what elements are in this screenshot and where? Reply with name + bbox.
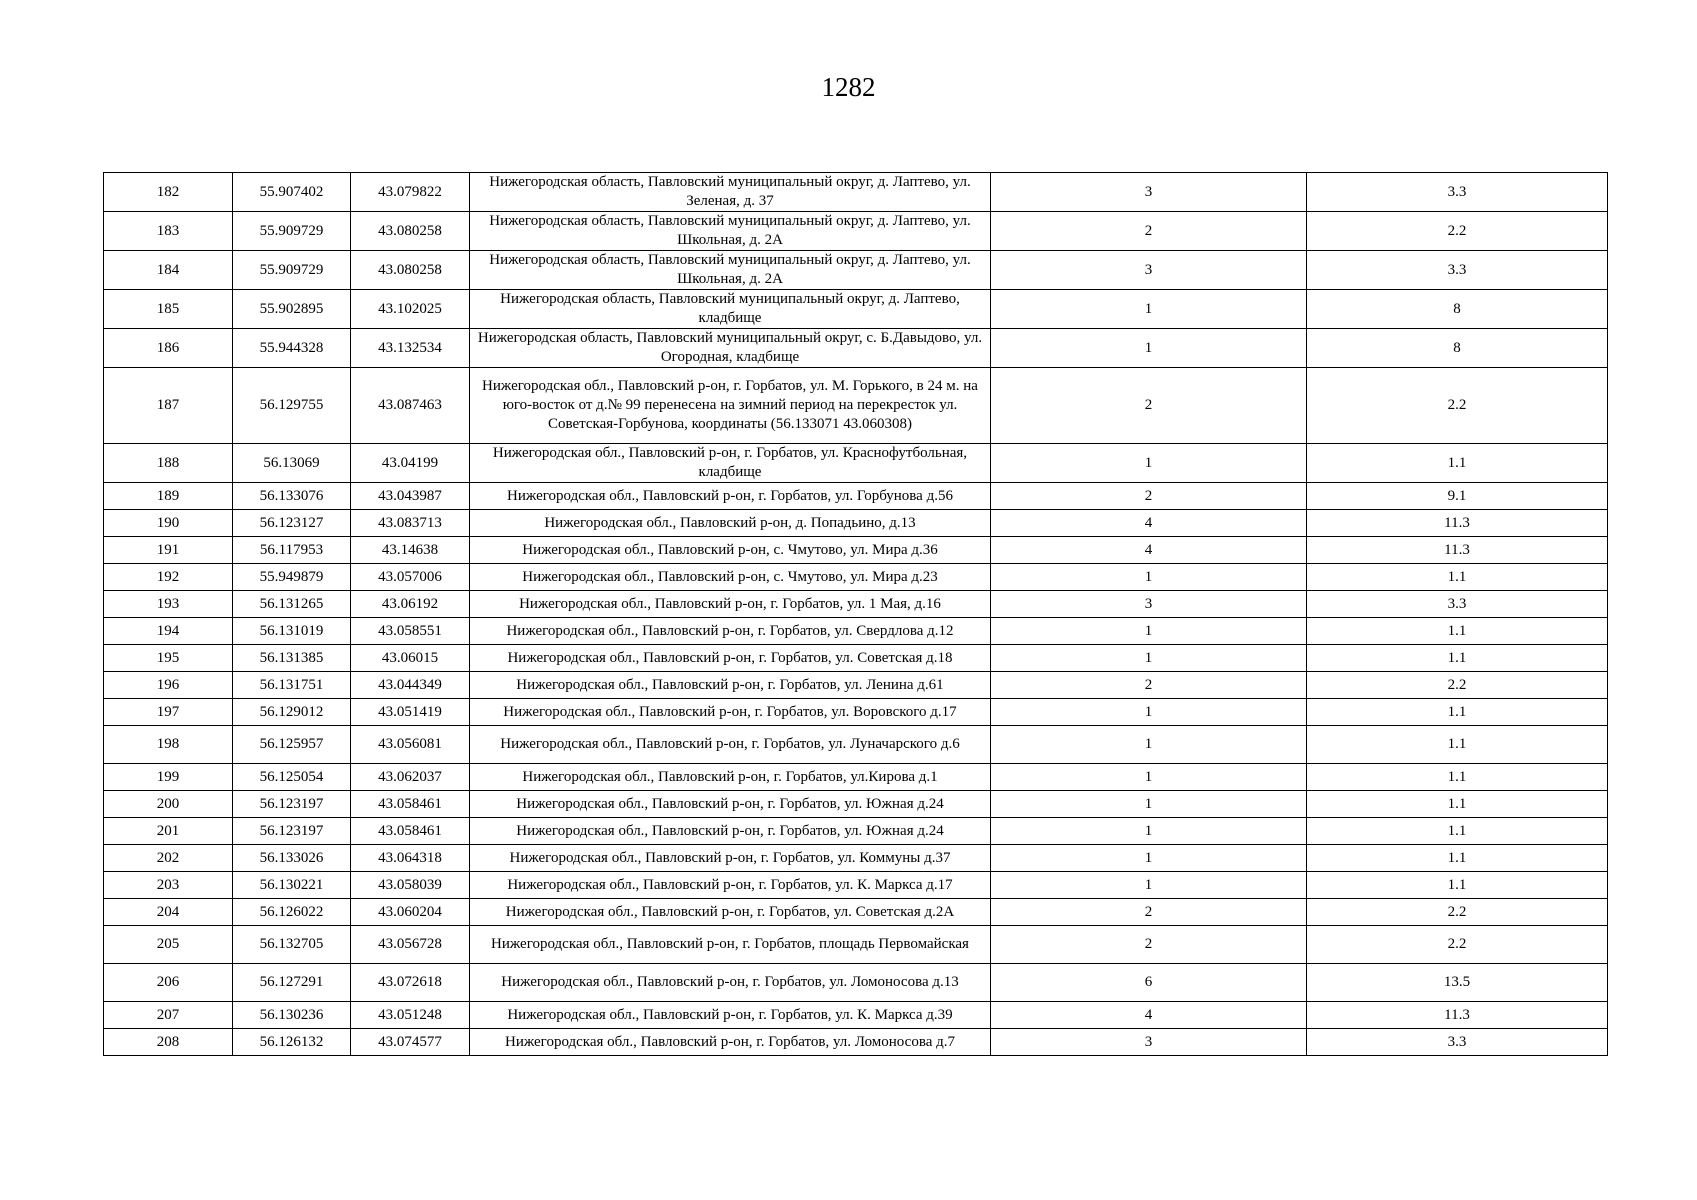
cell-volume: 1.1 [1307,699,1608,726]
table-row [104,537,1608,564]
cell-volume: 3.3 [1307,173,1608,212]
cell-address: Нижегородская обл., Павловский р-он, г. Горбатов, ул. Коммуны д.37 [470,845,991,872]
cell-latitude: 56.117953 [233,537,351,564]
cell-longitude: 43.080258 [351,212,470,251]
cell-volume: 8 [1307,329,1608,368]
cell-address: Нижегородская область, Павловский муниципальный округ, с. Б.Давыдово, ул. Огородная, кладбище [470,329,991,368]
cell-longitude: 43.14638 [351,537,470,564]
cell-row-number: 198 [104,726,233,764]
table-row [104,290,1608,329]
cell-latitude: 56.131019 [233,618,351,645]
cell-container-count: 1 [991,726,1307,764]
cell-longitude: 43.060204 [351,899,470,926]
cell-address: Нижегородская обл., Павловский р-он, г. Горбатов, ул. Ленина д.61 [470,672,991,699]
table-row [104,645,1608,672]
cell-container-count: 1 [991,791,1307,818]
cell-address: Нижегородская обл., Павловский р-он, г. Горбатов, ул. К. Маркса д.17 [470,872,991,899]
cell-row-number: 192 [104,564,233,591]
cell-longitude: 43.072618 [351,964,470,1002]
cell-container-count: 4 [991,537,1307,564]
cell-container-count: 1 [991,564,1307,591]
table-row [104,564,1608,591]
cell-row-number: 200 [104,791,233,818]
cell-container-count: 2 [991,483,1307,510]
cell-latitude: 55.944328 [233,329,351,368]
cell-longitude: 43.083713 [351,510,470,537]
cell-container-count: 1 [991,618,1307,645]
cell-address: Нижегородская обл., Павловский р-он, г. Горбатов, ул. К. Маркса д.39 [470,1002,991,1029]
cell-row-number: 190 [104,510,233,537]
cell-container-count: 2 [991,212,1307,251]
cell-address: Нижегородская область, Павловский муниципальный округ, д. Лаптево, ул. Школьная, д. 2А [470,251,991,290]
cell-row-number: 199 [104,764,233,791]
cell-latitude: 56.127291 [233,964,351,1002]
cell-longitude: 43.064318 [351,845,470,872]
cell-address: Нижегородская обл., Павловский р-он, г. Горбатов, ул. М. Горького, в 24 м. на юго-восток от д.№ 99 перенесена на зимний период на перекресток ул. Советская-Горбунова, координаты (56.133071 43.060308) [470,368,991,444]
cell-volume: 1.1 [1307,791,1608,818]
table-row [104,726,1608,764]
cell-longitude: 43.079822 [351,173,470,212]
cell-volume: 3.3 [1307,251,1608,290]
cell-latitude: 56.129012 [233,699,351,726]
cell-volume: 2.2 [1307,368,1608,444]
cell-row-number: 183 [104,212,233,251]
cell-latitude: 55.909729 [233,212,351,251]
cell-volume: 1.1 [1307,845,1608,872]
cell-row-number: 196 [104,672,233,699]
table-row [104,444,1608,483]
cell-address: Нижегородская обл., Павловский р-он, г. Горбатов, ул.Кирова д.1 [470,764,991,791]
cell-latitude: 56.123197 [233,791,351,818]
cell-row-number: 197 [104,699,233,726]
cell-container-count: 3 [991,251,1307,290]
cell-longitude: 43.080258 [351,251,470,290]
cell-address: Нижегородская обл., Павловский р-он, г. Горбатов, площадь Первомайская [470,926,991,964]
cell-address: Нижегородская обл., Павловский р-он, г. Горбатов, ул. Советская д.2А [470,899,991,926]
cell-row-number: 206 [104,964,233,1002]
cell-latitude: 56.123127 [233,510,351,537]
cell-row-number: 184 [104,251,233,290]
container-sites-table [103,172,1608,1056]
cell-container-count: 1 [991,764,1307,791]
cell-latitude: 56.123197 [233,818,351,845]
cell-longitude: 43.06192 [351,591,470,618]
cell-container-count: 2 [991,368,1307,444]
cell-longitude: 43.058039 [351,872,470,899]
table-row [104,964,1608,1002]
cell-longitude: 43.056081 [351,726,470,764]
cell-volume: 11.3 [1307,510,1608,537]
table-row [104,329,1608,368]
cell-container-count: 1 [991,845,1307,872]
cell-container-count: 1 [991,818,1307,845]
cell-volume: 1.1 [1307,564,1608,591]
cell-latitude: 55.907402 [233,173,351,212]
cell-address: Нижегородская обл., Павловский р-он, г. Горбатов, ул. Ломоносова д.13 [470,964,991,1002]
cell-address: Нижегородская область, Павловский муниципальный округ, д. Лаптево, ул. Школьная, д. 2А [470,212,991,251]
cell-volume: 1.1 [1307,764,1608,791]
cell-longitude: 43.058551 [351,618,470,645]
table-row [104,591,1608,618]
cell-longitude: 43.058461 [351,818,470,845]
table-row [104,764,1608,791]
table-row [104,251,1608,290]
cell-volume: 8 [1307,290,1608,329]
cell-longitude: 43.132534 [351,329,470,368]
cell-volume: 11.3 [1307,537,1608,564]
cell-volume: 2.2 [1307,212,1608,251]
cell-longitude: 43.051419 [351,699,470,726]
cell-latitude: 56.131751 [233,672,351,699]
cell-container-count: 1 [991,872,1307,899]
cell-volume: 1.1 [1307,818,1608,845]
table-row [104,510,1608,537]
cell-latitude: 56.13069 [233,444,351,483]
table-row [104,618,1608,645]
cell-volume: 1.1 [1307,618,1608,645]
cell-container-count: 1 [991,329,1307,368]
cell-container-count: 6 [991,964,1307,1002]
cell-volume: 1.1 [1307,645,1608,672]
cell-longitude: 43.074577 [351,1029,470,1056]
cell-latitude: 56.129755 [233,368,351,444]
cell-longitude: 43.043987 [351,483,470,510]
cell-longitude: 43.087463 [351,368,470,444]
cell-address: Нижегородская обл., Павловский р-он, г. Горбатов, ул. 1 Мая, д.16 [470,591,991,618]
cell-container-count: 1 [991,699,1307,726]
cell-latitude: 56.126022 [233,899,351,926]
table-row [104,791,1608,818]
table-row [104,845,1608,872]
table-row [104,926,1608,964]
cell-row-number: 182 [104,173,233,212]
cell-address: Нижегородская обл., Павловский р-он, г. Горбатов, ул. Южная д.24 [470,818,991,845]
cell-container-count: 2 [991,926,1307,964]
cell-row-number: 194 [104,618,233,645]
cell-address: Нижегородская обл., Павловский р-он, г. Горбатов, ул. Советская д.18 [470,645,991,672]
cell-row-number: 185 [104,290,233,329]
cell-latitude: 56.132705 [233,926,351,964]
cell-container-count: 4 [991,510,1307,537]
cell-row-number: 205 [104,926,233,964]
cell-row-number: 191 [104,537,233,564]
cell-volume: 1.1 [1307,444,1608,483]
cell-longitude: 43.06015 [351,645,470,672]
cell-volume: 9.1 [1307,483,1608,510]
cell-row-number: 188 [104,444,233,483]
page-number: 1282 [821,72,876,102]
table-row [104,368,1608,444]
cell-volume: 11.3 [1307,1002,1608,1029]
cell-volume: 1.1 [1307,726,1608,764]
cell-longitude: 43.058461 [351,791,470,818]
cell-row-number: 187 [104,368,233,444]
cell-address: Нижегородская обл., Павловский р-он, г. Горбатов, ул. Краснофутбольная, кладбище [470,444,991,483]
cell-container-count: 1 [991,645,1307,672]
table-row [104,818,1608,845]
cell-volume: 2.2 [1307,926,1608,964]
cell-row-number: 202 [104,845,233,872]
table-row [104,212,1608,251]
table-row [104,899,1608,926]
cell-latitude: 56.125054 [233,764,351,791]
cell-latitude: 55.949879 [233,564,351,591]
cell-latitude: 56.130221 [233,872,351,899]
cell-latitude: 56.133026 [233,845,351,872]
cell-address: Нижегородская обл., Павловский р-он, г. Горбатов, ул. Воровского д.17 [470,699,991,726]
cell-row-number: 207 [104,1002,233,1029]
cell-row-number: 195 [104,645,233,672]
cell-row-number: 186 [104,329,233,368]
cell-longitude: 43.044349 [351,672,470,699]
cell-longitude: 43.102025 [351,290,470,329]
cell-address: Нижегородская обл., Павловский р-он, г. Горбатов, ул. Горбунова д.56 [470,483,991,510]
cell-latitude: 56.131265 [233,591,351,618]
cell-address: Нижегородская область, Павловский муниципальный округ, д. Лаптево, кладбище [470,290,991,329]
cell-address: Нижегородская обл., Павловский р-он, с. Чмутово, ул. Мира д.23 [470,564,991,591]
cell-latitude: 56.131385 [233,645,351,672]
cell-volume: 1.1 [1307,872,1608,899]
cell-longitude: 43.04199 [351,444,470,483]
cell-latitude: 56.133076 [233,483,351,510]
cell-latitude: 56.130236 [233,1002,351,1029]
table-row [104,483,1608,510]
cell-longitude: 43.056728 [351,926,470,964]
cell-row-number: 201 [104,818,233,845]
cell-container-count: 3 [991,1029,1307,1056]
cell-latitude: 56.125957 [233,726,351,764]
cell-address: Нижегородская обл., Павловский р-он, с. Чмутово, ул. Мира д.36 [470,537,991,564]
cell-volume: 2.2 [1307,899,1608,926]
cell-container-count: 2 [991,899,1307,926]
cell-row-number: 189 [104,483,233,510]
table-row [104,672,1608,699]
table-row [104,872,1608,899]
cell-volume: 13.5 [1307,964,1608,1002]
table-row [104,699,1608,726]
cell-address: Нижегородская обл., Павловский р-он, д. Попадьино, д.13 [470,510,991,537]
cell-row-number: 193 [104,591,233,618]
cell-address: Нижегородская область, Павловский муниципальный округ, д. Лаптево, ул. Зеленая, д. 37 [470,173,991,212]
table-row [104,1029,1608,1056]
cell-latitude: 56.126132 [233,1029,351,1056]
table-row [104,173,1608,212]
cell-row-number: 203 [104,872,233,899]
cell-address: Нижегородская обл., Павловский р-он, г. Горбатов, ул. Южная д.24 [470,791,991,818]
cell-volume: 3.3 [1307,591,1608,618]
cell-address: Нижегородская обл., Павловский р-он, г. Горбатов, ул. Ломоносова д.7 [470,1029,991,1056]
cell-longitude: 43.062037 [351,764,470,791]
cell-longitude: 43.057006 [351,564,470,591]
cell-container-count: 3 [991,591,1307,618]
cell-container-count: 1 [991,290,1307,329]
cell-volume: 3.3 [1307,1029,1608,1056]
table-body [104,173,1608,1056]
cell-row-number: 208 [104,1029,233,1056]
cell-container-count: 2 [991,672,1307,699]
cell-latitude: 55.909729 [233,251,351,290]
cell-address: Нижегородская обл., Павловский р-он, г. Горбатов, ул. Свердлова д.12 [470,618,991,645]
cell-address: Нижегородская обл., Павловский р-он, г. Горбатов, ул. Луначарского д.6 [470,726,991,764]
cell-latitude: 55.902895 [233,290,351,329]
cell-longitude: 43.051248 [351,1002,470,1029]
cell-volume: 2.2 [1307,672,1608,699]
cell-row-number: 204 [104,899,233,926]
table-row [104,1002,1608,1029]
cell-container-count: 3 [991,173,1307,212]
cell-container-count: 4 [991,1002,1307,1029]
cell-container-count: 1 [991,444,1307,483]
